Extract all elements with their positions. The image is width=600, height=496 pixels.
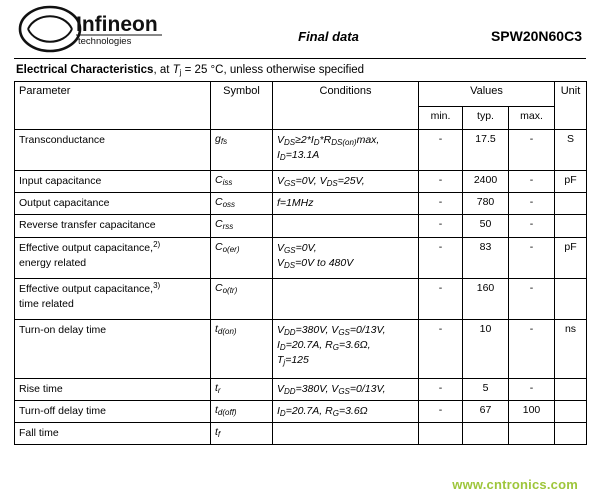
table-row [15, 278, 587, 319]
table-row [15, 171, 587, 193]
row-min: - [419, 193, 463, 215]
row-symbol: $C_{oss}$ [211, 193, 273, 215]
row-conditions: $V_{DD}=380V$, $V_{GS}=0/13V$, [273, 378, 419, 400]
row-parameter: Turn-off delay time [15, 400, 211, 422]
row-min: - [419, 400, 463, 422]
row-typ: 10 [463, 319, 509, 378]
row-max: 100 [509, 400, 555, 422]
row-max [509, 423, 555, 445]
table-row [15, 423, 587, 445]
electrical-characteristics-table [14, 81, 587, 445]
row-max: - [509, 171, 555, 193]
row-typ: 83 [463, 237, 509, 278]
svg-text:Infineon: Infineon [76, 13, 158, 36]
row-unit: S [555, 130, 587, 171]
row-parameter: Fall time [15, 423, 211, 445]
svg-text:technologies: technologies [78, 36, 132, 47]
row-parameter: Effective output capacitance,$^{3)}$ time related [15, 278, 211, 319]
col-conditions: Conditions [273, 82, 419, 130]
row-unit [555, 400, 587, 422]
page-header [14, 0, 586, 58]
row-max: - [509, 237, 555, 278]
row-min: - [419, 319, 463, 378]
row-min: - [419, 130, 463, 171]
row-conditions: $I_D=20.7A$, $R_G=3.6\Omega$ [273, 400, 419, 422]
row-conditions: $V_{GS}=0V$, $V_{DS}=0V$ to 480V [273, 237, 419, 278]
row-parameter: Output capacitance [15, 193, 211, 215]
row-min: - [419, 278, 463, 319]
section-title-bold: Electrical Characteristics [16, 64, 154, 76]
row-max: - [509, 193, 555, 215]
row-symbol: $t_r$ [211, 378, 273, 400]
table-row [15, 193, 587, 215]
row-unit: pF [555, 237, 587, 278]
col-typ: typ. [463, 107, 509, 130]
table-row [15, 237, 587, 278]
row-parameter: Turn-on delay time [15, 319, 211, 378]
row-min [419, 423, 463, 445]
row-unit [555, 193, 587, 215]
row-typ: 780 [463, 193, 509, 215]
row-parameter: Reverse transfer capacitance [15, 215, 211, 237]
row-unit [555, 215, 587, 237]
row-symbol: $t_{d(off)}$ [211, 400, 273, 422]
row-unit: ns [555, 319, 587, 378]
row-conditions: $V_{DS}\ge 2*I_D*R_{DS(on)}\max$, $I_D=13.1A$ [273, 130, 419, 171]
row-typ: 50 [463, 215, 509, 237]
col-parameter: Parameter [15, 82, 211, 130]
row-max: - [509, 215, 555, 237]
col-unit: Unit [555, 82, 587, 130]
row-unit [555, 278, 587, 319]
row-max: - [509, 278, 555, 319]
row-symbol: $g_{fs}$ [211, 130, 273, 171]
row-symbol: $C_{rss}$ [211, 215, 273, 237]
row-max: - [509, 130, 555, 171]
col-min: min. [419, 107, 463, 130]
col-max: max. [509, 107, 555, 130]
row-conditions: $V_{DD}=380V$, $V_{GS}=0/13V$, $I_D=20.7A$, $R_G=3.6\Omega$, $T_j=125$ [273, 319, 419, 378]
watermark: www.cntronics.com [452, 477, 578, 492]
row-parameter: Effective output capacitance,$^{2)}$ energy related [15, 237, 211, 278]
row-min: - [419, 171, 463, 193]
row-conditions [273, 215, 419, 237]
row-symbol: $C_{iss}$ [211, 171, 273, 193]
row-conditions: f=1MHz [273, 193, 419, 215]
table-row [15, 215, 587, 237]
row-typ: 2400 [463, 171, 509, 193]
row-min: - [419, 215, 463, 237]
row-parameter: Input capacitance [15, 171, 211, 193]
section-title-conditions: , at $T_j = 25$ °C, unless otherwise specified [153, 64, 365, 77]
row-max: - [509, 319, 555, 378]
section-title [14, 59, 586, 81]
row-min: - [419, 378, 463, 400]
part-number: SPW20N60C3 [490, 28, 582, 44]
table-row [15, 130, 587, 171]
table-row [15, 319, 587, 378]
document-status: Final data [298, 28, 359, 44]
row-conditions [273, 278, 419, 319]
row-typ: 67 [463, 400, 509, 422]
row-min: - [419, 237, 463, 278]
infineon-logo [14, 4, 166, 54]
col-symbol: Symbol [211, 82, 273, 130]
row-parameter: Transconductance [15, 130, 211, 171]
row-symbol: $t_f$ [211, 423, 273, 445]
row-unit: pF [555, 171, 587, 193]
row-conditions: $V_{GS}=0V$, $V_{DS}=25V$, [273, 171, 419, 193]
row-symbol: $C_{o(tr)}$ [211, 278, 273, 319]
row-unit [555, 378, 587, 400]
table-row [15, 378, 587, 400]
row-symbol: $C_{o(er)}$ [211, 237, 273, 278]
col-values: Values [419, 82, 555, 107]
row-symbol: $t_{d(on)}$ [211, 319, 273, 378]
table-row [15, 400, 587, 422]
row-parameter: Rise time [15, 378, 211, 400]
row-typ: 17.5 [463, 130, 509, 171]
row-conditions [273, 423, 419, 445]
row-typ: 160 [463, 278, 509, 319]
row-typ [463, 423, 509, 445]
row-unit [555, 423, 587, 445]
row-typ: 5 [463, 378, 509, 400]
table-header-row [15, 82, 587, 107]
row-max: - [509, 378, 555, 400]
